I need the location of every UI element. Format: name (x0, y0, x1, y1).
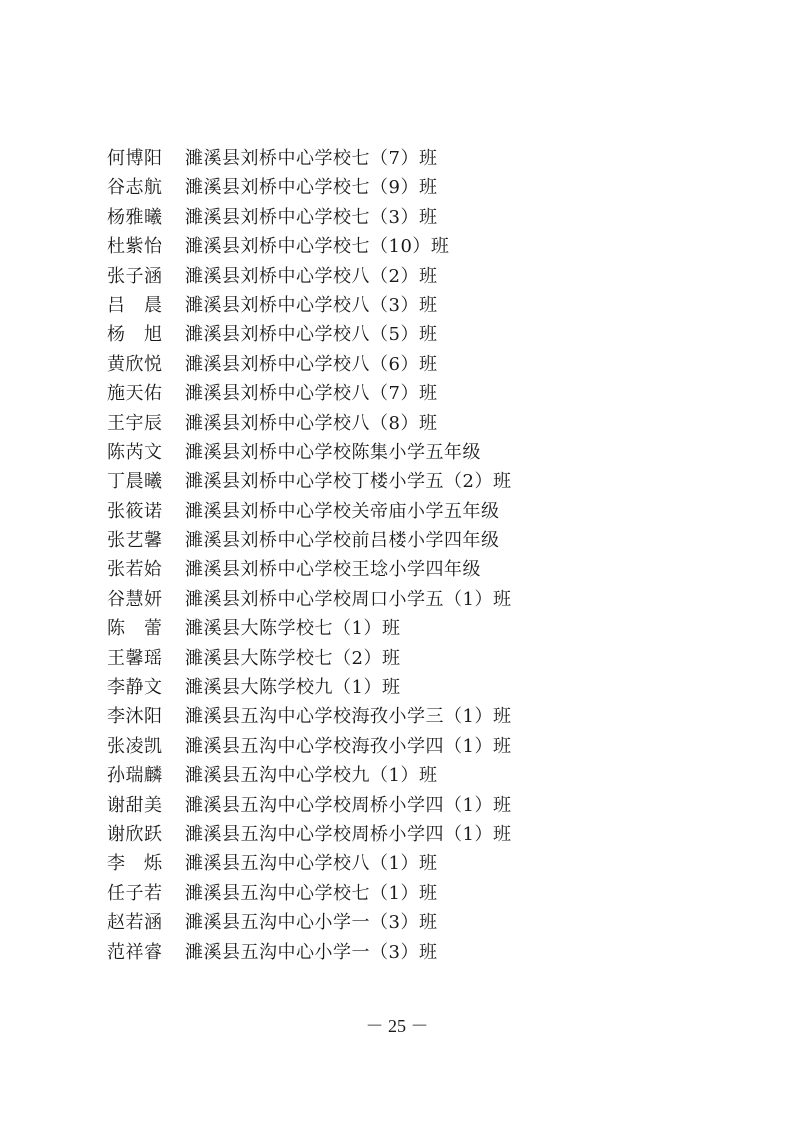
list-item (107, 761, 727, 790)
school-class: 濉溪县刘桥中心学校关帝庙小学五年级 (185, 500, 500, 522)
student-name: 张若姶 (107, 559, 163, 581)
name-list (107, 144, 727, 967)
school-class: 濉溪县刘桥中心学校八（5）班 (185, 324, 438, 346)
list-item (107, 409, 727, 438)
list-item (107, 438, 727, 467)
school-class: 濉溪县刘桥中心学校丁楼小学五（2）班 (185, 471, 512, 493)
school-class: 濉溪县刘桥中心学校七（3）班 (185, 206, 438, 228)
list-item (107, 644, 727, 673)
list-item (107, 673, 727, 702)
list-item (107, 820, 727, 849)
list-item (107, 350, 727, 379)
student-name: 黄欣悦 (107, 353, 163, 375)
school-class: 濉溪县五沟中心学校周桥小学四（1）班 (185, 823, 512, 845)
school-class: 濉溪县大陈学校七（1）班 (185, 618, 401, 640)
student-name: 王宇辰 (107, 412, 163, 434)
list-item (107, 614, 727, 643)
school-class: 濉溪县五沟中心学校七（1）班 (185, 882, 438, 904)
school-class: 濉溪县刘桥中心学校八（3）班 (185, 294, 438, 316)
student-name: 范祥睿 (107, 941, 163, 963)
list-item (107, 938, 727, 967)
page-number: － 25 － (365, 1016, 429, 1036)
school-class: 濉溪县五沟中心学校八（1）班 (185, 853, 438, 875)
student-name: 李静文 (107, 677, 163, 699)
list-item (107, 291, 727, 320)
list-item (107, 702, 727, 731)
student-name: 杨雅曦 (107, 206, 163, 228)
list-item (107, 262, 727, 291)
list-item (107, 791, 727, 820)
school-class: 濉溪县刘桥中心学校八（2）班 (185, 265, 438, 287)
list-item (107, 144, 727, 173)
school-class: 濉溪县五沟中心小学一（3）班 (185, 941, 438, 963)
school-class: 濉溪县刘桥中心学校八（7）班 (185, 383, 438, 405)
school-class: 濉溪县五沟中心学校海孜小学三（1）班 (185, 706, 512, 728)
student-name: 张艺馨 (107, 530, 163, 552)
list-item (107, 232, 727, 261)
list-item (107, 849, 727, 878)
list-item (107, 173, 727, 202)
student-name: 张子涵 (107, 265, 163, 287)
student-name: 孙瑞麟 (107, 765, 163, 787)
school-class: 濉溪县刘桥中心学校八（8）班 (185, 412, 438, 434)
list-item (107, 732, 727, 761)
school-class: 濉溪县刘桥中心学校七（7）班 (185, 148, 438, 169)
list-item (107, 467, 727, 496)
student-name: 陈芮文 (107, 441, 163, 463)
school-class: 濉溪县刘桥中心学校七（9）班 (185, 177, 438, 199)
list-item (107, 320, 727, 349)
student-name: 李 烁 (107, 853, 163, 875)
school-class: 濉溪县刘桥中心学校王埝小学四年级 (185, 559, 481, 581)
school-class: 濉溪县五沟中心学校海孜小学四（1）班 (185, 735, 512, 757)
list-item (107, 908, 727, 937)
student-name: 何博阳 (107, 148, 163, 169)
student-name: 张凌凯 (107, 735, 163, 757)
list-item (107, 203, 727, 232)
school-class: 濉溪县大陈学校九（1）班 (185, 677, 401, 699)
student-name: 赵若涵 (107, 912, 163, 934)
student-name: 谢甜美 (107, 794, 163, 816)
student-name: 任子若 (107, 882, 163, 904)
student-name: 陈 蕾 (107, 618, 163, 640)
school-class: 濉溪县刘桥中心学校陈集小学五年级 (185, 441, 481, 463)
student-name: 丁晨曦 (107, 471, 163, 493)
school-class: 濉溪县五沟中心小学一（3）班 (185, 912, 438, 934)
student-name: 杨 旭 (107, 324, 163, 346)
school-class: 濉溪县刘桥中心学校七（10）班 (185, 236, 450, 258)
school-class: 濉溪县刘桥中心学校八（6）班 (185, 353, 438, 375)
student-name: 吕 晨 (107, 294, 163, 316)
list-item (107, 526, 727, 555)
student-name: 张筱诺 (107, 500, 163, 522)
list-item (107, 585, 727, 614)
student-name: 谢欣跃 (107, 823, 163, 845)
student-name: 施天佑 (107, 383, 163, 405)
list-item (107, 497, 727, 526)
student-name: 李沐阳 (107, 706, 163, 728)
school-class: 濉溪县刘桥中心学校周口小学五（1）班 (185, 588, 512, 610)
student-name: 杜紫怡 (107, 236, 163, 258)
student-name: 谷志航 (107, 177, 163, 199)
list-item (107, 379, 727, 408)
school-class: 濉溪县五沟中心学校周桥小学四（1）班 (185, 794, 512, 816)
school-class: 濉溪县五沟中心学校九（1）班 (185, 765, 438, 787)
school-class: 濉溪县刘桥中心学校前吕楼小学四年级 (185, 530, 500, 552)
student-name: 谷慧妍 (107, 588, 163, 610)
school-class: 濉溪县大陈学校七（2）班 (185, 647, 401, 669)
list-item (107, 879, 727, 908)
student-name: 王馨瑶 (107, 647, 163, 669)
list-item (107, 555, 727, 584)
